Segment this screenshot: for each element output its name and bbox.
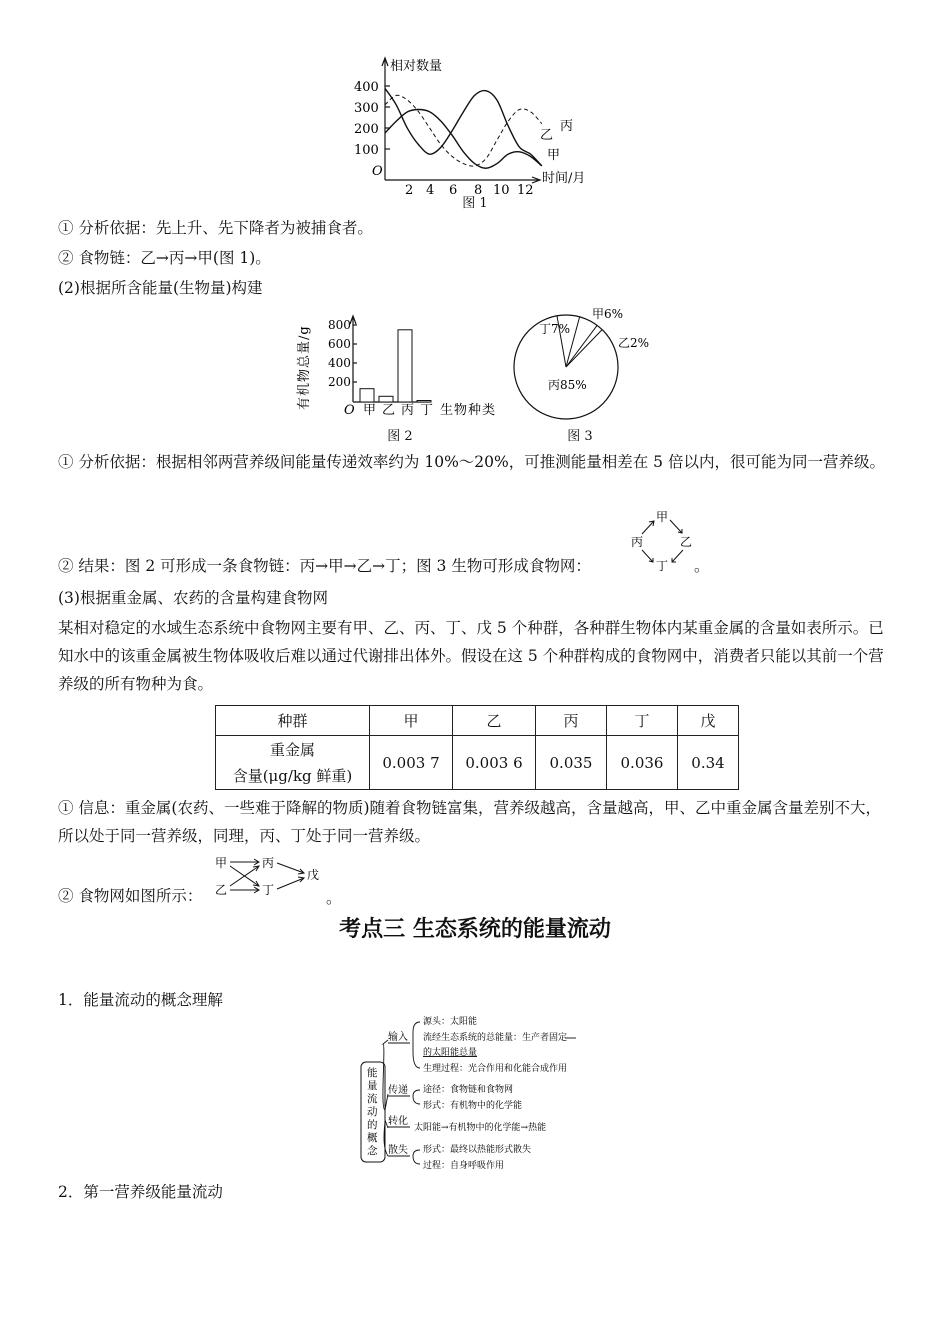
concept-branch-transfer: 传递 [388, 1085, 408, 1096]
fig1-xtick: 10 [493, 183, 510, 198]
table-header: 戊 [678, 706, 739, 736]
fig3-label: 乙2% [618, 336, 650, 350]
fig2-category: 甲 [363, 403, 377, 418]
text-line: ① 分析依据：先上升、先下降者为被捕食者。 [58, 219, 373, 237]
web2-node: 丙 [262, 856, 275, 870]
fig2-ytick: 400 [328, 356, 351, 370]
fig3-label: 甲6% [592, 307, 624, 321]
text-line: ② 食物网如图所示： [58, 887, 203, 905]
fig3-label: 丁7% [539, 322, 571, 336]
table-header: 乙 [453, 706, 536, 736]
table-header: 甲 [370, 706, 453, 736]
fig3-slice-divider [566, 325, 597, 367]
fig1-xlabel: 时间/月 [542, 171, 586, 186]
concept-center-char: 念 [367, 1145, 378, 1157]
web1-node: 甲 [656, 510, 669, 524]
fig2-xlabel: 生物种类 [440, 403, 497, 418]
fig2-ytick: 600 [328, 337, 351, 351]
fig1-xtick: 12 [517, 183, 534, 198]
fig2-bar [360, 389, 374, 402]
concept-item: 过程：自身呼吸作用 [423, 1161, 505, 1171]
web2-node: 乙 [215, 883, 228, 897]
figure-1-line-chart [340, 52, 620, 212]
fig1-caption: 图 1 [462, 196, 488, 211]
table-cell: 0.035 [536, 736, 607, 790]
fig1-xtick: 8 [474, 183, 483, 198]
fig2-bar [379, 396, 393, 402]
fig1-xtick: 2 [405, 183, 414, 198]
fig1-label-jia: 甲 [547, 148, 561, 163]
numbered-heading: 1．能量流动的概念理解 [58, 991, 223, 1009]
energy-flow-concept-diagram [358, 1010, 598, 1180]
table-header: 种群 [216, 706, 370, 736]
table-cell: 0.036 [607, 736, 678, 790]
numbered-heading: 2．第一营养级能量流动 [58, 1183, 223, 1201]
text-line-end: 。 [326, 889, 342, 907]
fig3-caption: 图 3 [567, 429, 593, 444]
concept-item: 生理过程：光合作用和化能合成作用 [423, 1064, 568, 1074]
text-paragraph: ① 分析依据：根据相邻两营养级间能量传递效率约为 10%～20%，可推测能量相差在 5 倍以内，很可能为同一营养级。 [58, 453, 885, 471]
fig1-series-line [385, 110, 542, 169]
fig1-ylabel: 相对数量 [390, 59, 443, 74]
fig2-bar [417, 401, 431, 403]
table-header: 丁 [607, 706, 678, 736]
fig2-category: 丙 [401, 403, 415, 418]
concept-branch-input: 输入 [388, 1032, 408, 1043]
text-line: ② 结果：图 2 可形成一条食物链：丙→甲→乙→丁；图 3 生物可形成食物网： [58, 557, 591, 575]
text-line: ② 食物链：乙→丙→甲(图 1)。 [58, 249, 271, 267]
concept-item: 源头：太阳能 [423, 1017, 478, 1027]
fig3-label: 丙85% [548, 378, 587, 392]
text-paragraph: 某相对稳定的水域生态系统中食物网主要有甲、乙、丙、丁、戊 5 个种群，各种群生物体内某重金属的含量如表所示。已知水中的该重金属被生物体吸收后难以通过代谢排出体外。假设在这 5 个种群构成的食物网中，消费者只能以其前一个营养级的所有物种为食。 [58, 619, 884, 693]
food-web-diagram-2 [212, 852, 327, 902]
fig2-ytick: 200 [328, 375, 351, 389]
concept-branch-convert: 转化 [388, 1116, 408, 1127]
table-row-label [216, 736, 370, 790]
web2-node: 戊 [307, 868, 320, 882]
text-line: (2)根据所含能量(生物量)构建 [58, 279, 263, 297]
fig1-ytick: 300 [354, 101, 379, 116]
figure-2-bar-chart [290, 310, 510, 422]
concept-item: 形式：有机物中的化学能 [423, 1101, 523, 1111]
fig2-ytick: 800 [328, 318, 351, 332]
text-line: (3)根据重金属、农药的含量构建食物网 [58, 589, 328, 607]
fig1-series-line [385, 88, 542, 166]
fig1-xtick: 6 [449, 183, 458, 198]
fig1-xtick: 4 [426, 183, 435, 198]
fig2-category: 丁 [420, 403, 434, 418]
concept-center-char: 量 [367, 1080, 378, 1092]
web2-node: 丁 [262, 883, 275, 897]
concept-center-char: 概 [367, 1132, 378, 1144]
row-label-line: 含量(μg/kg 鲜重) [232, 766, 353, 785]
web1-node: 乙 [680, 535, 693, 549]
row-label-line: 重金属 [269, 740, 315, 759]
fig2-category: 乙 [382, 403, 396, 418]
web1-node: 丙 [631, 535, 644, 549]
text-line-end: 。 [694, 557, 710, 575]
fig1-label-yi: 乙 [540, 128, 554, 143]
concept-item: 太阳能→有机物中的化学能→热能 [414, 1123, 547, 1133]
fig1-origin: O [372, 164, 383, 179]
fig1-ytick: 400 [354, 80, 379, 95]
fig1-ytick: 100 [354, 143, 379, 158]
table-header: 丙 [536, 706, 607, 736]
concept-branch-dissipate: 散失 [388, 1145, 408, 1156]
food-web-diagram-1 [628, 508, 698, 578]
concept-center-char: 动 [367, 1106, 378, 1118]
concept-item: 流经生态系统的总能量：生产者固定 [423, 1033, 568, 1043]
concept-center-char: 的 [367, 1119, 378, 1131]
table-cell: 0.34 [678, 736, 739, 790]
heavy-metal-table [215, 705, 739, 790]
concept-center-char: 能 [367, 1067, 378, 1079]
web2-node: 甲 [215, 856, 228, 870]
table-cell: 0.003 7 [370, 736, 453, 790]
table-cell: 0.003 6 [453, 736, 536, 790]
concept-item: 的太阳能总量 [423, 1048, 478, 1058]
text-paragraph: ① 信息：重金属(农药、一些难于降解的物质)随着食物链富集，营养级越高，含量越高，甲、乙中重金属含量差别不大，所以处于同一营养级，同理，丙、丁处于同一营养级。 [58, 799, 882, 845]
fig2-origin: O [344, 403, 355, 418]
fig2-caption: 图 2 [387, 429, 413, 444]
fig1-label-bing: 丙 [560, 119, 574, 134]
figure-3-pie-chart [510, 305, 670, 425]
fig2-ylabel: 有机物总量/g [297, 325, 312, 410]
concept-center-char: 流 [367, 1093, 378, 1105]
concept-item: 途径：食物链和食物网 [423, 1085, 514, 1095]
fig2-bar [398, 330, 412, 402]
section-title: 考点三 生态系统的能量流动 [339, 917, 611, 942]
concept-item: 形式：最终以热能形式散失 [423, 1145, 532, 1155]
web1-node: 丁 [656, 559, 669, 573]
fig1-ytick: 200 [354, 122, 379, 137]
